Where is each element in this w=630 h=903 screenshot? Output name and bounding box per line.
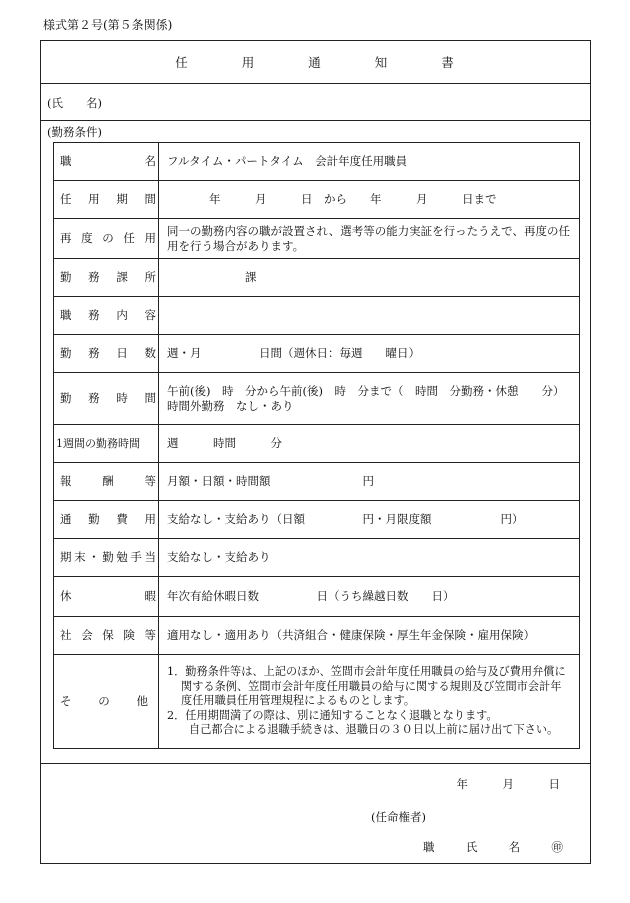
label-text: 報 酬 等: [60, 474, 156, 488]
row-value: 月額・日額・時間額 円: [159, 463, 580, 501]
name-row: [41, 83, 590, 121]
row-label: [54, 577, 159, 617]
row-label: [54, 219, 159, 259]
row-value: [159, 655, 580, 749]
table-row: [54, 143, 580, 181]
table-row: [54, 501, 580, 539]
row-value: 適用なし・適用あり（共済組合・健康保険・厚生年金保険・雇用保険）: [159, 617, 580, 655]
signatory-line: [423, 839, 563, 855]
row-label: [54, 655, 159, 749]
row-label: 1週間の勤務時間: [54, 425, 159, 463]
row-value: 支給なし・支給あり（日額 円・月限度額 円）: [159, 501, 580, 539]
label-text: 通 勤 費 用: [60, 512, 156, 526]
conditions-table: [53, 142, 580, 749]
row-value: 週 時間 分: [159, 425, 580, 463]
row-value: 課: [159, 259, 580, 297]
note-3: 自己都合による退職手続きは、退職日の３０日以上前に届け出て下さい。: [189, 723, 559, 737]
table-row: [54, 181, 580, 219]
note-2: 2．任用期間満了の際は、別に通知することなく退職となります。: [167, 708, 498, 722]
name-label: (氏 名): [47, 96, 102, 110]
row-label: [54, 373, 159, 425]
table-row: [54, 425, 580, 463]
row-value: 支給なし・支給あり: [159, 539, 580, 577]
row-label: [54, 259, 159, 297]
title-char: 通: [308, 55, 323, 70]
title-char: 書: [441, 55, 456, 70]
row-value: 同一の勤務内容の職が設置され、選考等の能力実証を行ったうえで、再度の任用を行う場合があります。: [159, 219, 580, 259]
work-hours-line: 午前(後) 時 分から午前(後) 時 分まで（ 時間 分勤務・休憩 分）: [167, 383, 565, 398]
overtime-line: 時間外勤務 なし・あり: [167, 398, 294, 413]
table-row: [54, 577, 580, 617]
row-label: [54, 539, 159, 577]
row-value: 年 月 日 から 年 月 日まで: [159, 181, 580, 219]
row-label: [54, 297, 159, 335]
seal-mark: ㊞: [551, 840, 563, 854]
row-label: [54, 501, 159, 539]
label-text: 勤 務 日 数: [60, 346, 156, 360]
table-row: [54, 617, 580, 655]
appointing-authority: (任命権者): [371, 810, 426, 824]
row-label: [54, 335, 159, 373]
label-text: 社 会 保 険 等: [60, 628, 156, 642]
label-text: 職 名: [60, 154, 156, 168]
conditions-label: (勤務条件): [47, 125, 102, 139]
document-title: [41, 41, 590, 84]
row-value: フルタイム・パートタイム 会計年度任用職員: [159, 143, 580, 181]
label-text: 任 用 期 間: [60, 192, 156, 206]
label-text: 期 末 ・ 勤 勉 手 当: [60, 550, 156, 564]
table-row: [54, 373, 580, 425]
row-value: [159, 297, 580, 335]
form-number: 様式第２号(第５条関係): [43, 18, 173, 32]
row-label: [54, 617, 159, 655]
table-row: [54, 539, 580, 577]
title-label: 職: [423, 840, 435, 854]
label-text: 再 度 の 任 用: [60, 231, 156, 245]
row-value: [159, 373, 580, 425]
notice-form: [40, 40, 591, 864]
title-char: 知: [374, 55, 390, 70]
label-text: 職 務 内 容: [60, 308, 156, 322]
label-text: 勤 務 時 間: [60, 391, 156, 405]
name-label-1: 氏: [465, 840, 478, 854]
label-text: そ の 他: [60, 694, 148, 708]
label-text: 休 暇: [60, 589, 156, 603]
row-label: [54, 181, 159, 219]
table-row: [54, 463, 580, 501]
title-char: 任: [175, 55, 190, 70]
table-row: [54, 297, 580, 335]
issue-date: 年 月 日: [456, 777, 560, 791]
title-char: 用: [241, 55, 257, 70]
table-row: [54, 655, 580, 749]
label-text: 勤 務 課 所: [60, 270, 156, 284]
row-value: 年次有給休暇日数 日（うち繰越日数 日）: [159, 577, 580, 617]
table-row: [54, 259, 580, 297]
note-1: 1．勤務条件等は、上記のほか、笠間市会計年度任用職員の給与及び費用弁償に関する条例、笠間市会計年度任用職員の給与に関する規則及び笠間市会計年度任用職員任用管理規程によるものとします。: [167, 665, 566, 708]
table-row: [54, 335, 580, 373]
row-label: [54, 463, 159, 501]
row-label: [54, 143, 159, 181]
table-row: [54, 219, 580, 259]
row-value: 週・月 日間（週休日：毎週 曜日）: [159, 335, 580, 373]
name-label-2: 名: [508, 840, 521, 854]
signature-area: [41, 763, 590, 866]
